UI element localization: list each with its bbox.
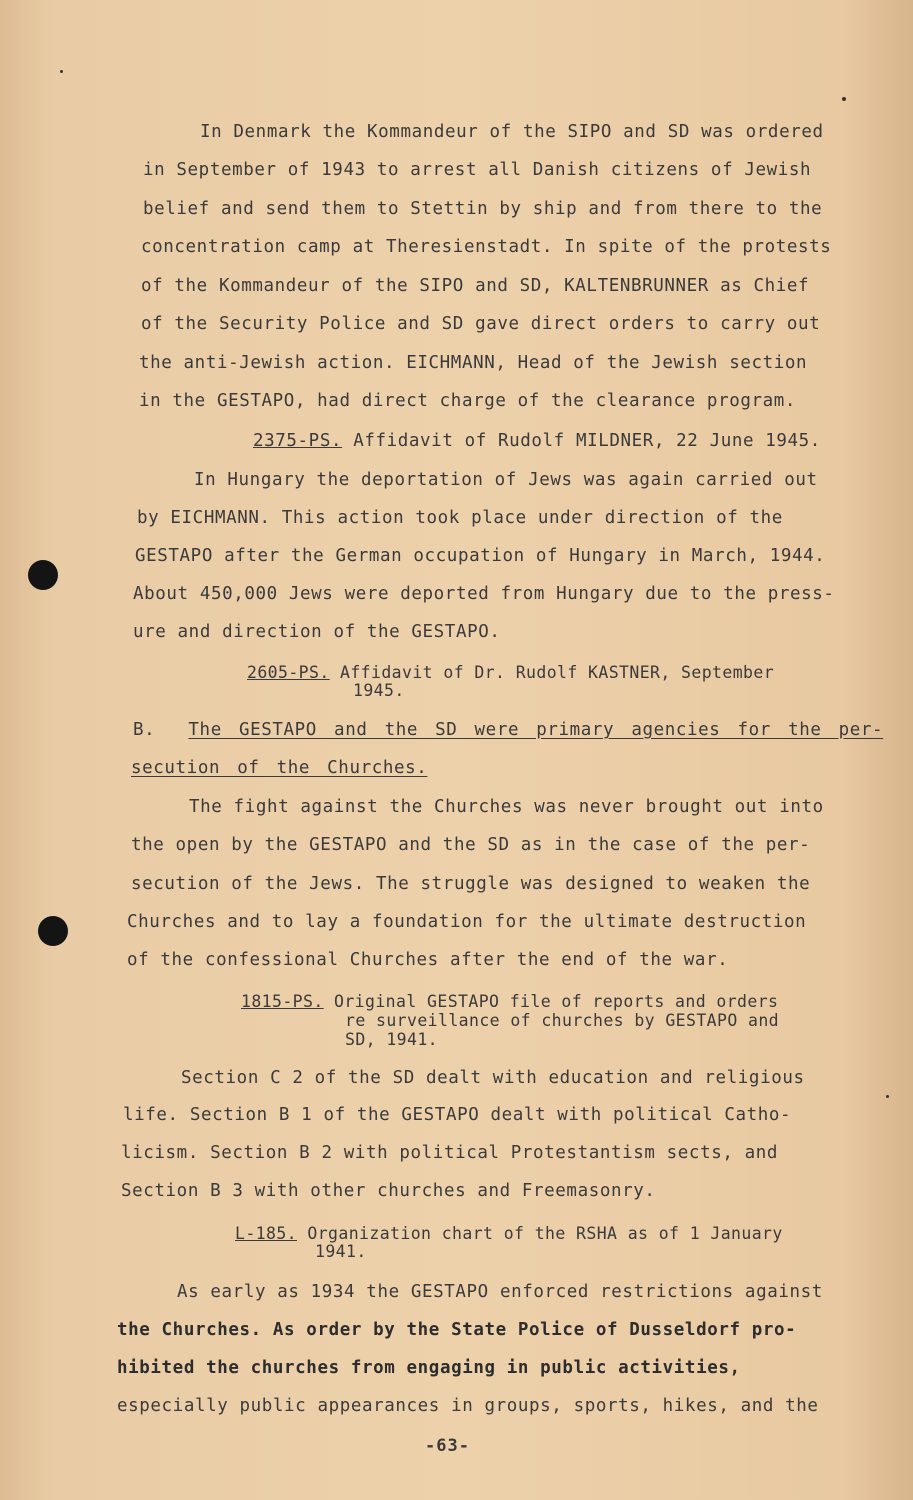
body-text-line: Section C 2 of the SD dealt with education and religious (181, 1068, 805, 1088)
section-heading (133, 720, 883, 740)
body-text-line: life. Section B 1 of the GESTAPO dealt with political Catho- (123, 1105, 792, 1125)
page-number: -63- (425, 1436, 470, 1456)
body-text-line: the Churches. As order by the State Police of Dusseldorf pro- (117, 1320, 797, 1340)
citation-1815-ps (241, 993, 778, 1010)
body-text-line: About 450,000 Jews were deported from Hungary due to the press- (133, 584, 835, 604)
section-title-line-2 (131, 758, 427, 778)
body-text-line: In Hungary the deportation of Jews was again carried out (194, 470, 818, 490)
body-text-line: In Denmark the Kommandeur of the SIPO and SD was ordered (200, 122, 824, 142)
citation-text-continued: SD, 1941. (345, 1030, 439, 1049)
section-title-line-1: The GESTAPO and the SD were primary agencies for the per- (188, 720, 884, 740)
citation-2605-ps (247, 664, 774, 681)
body-text-line: ure and direction of the GESTAPO. (133, 622, 501, 642)
citation-l-185 (235, 1225, 783, 1242)
body-text-line: of the Security Police and SD gave direct orders to carry out (141, 314, 821, 334)
citation-text: Organization chart of the RSHA as of 1 January (307, 1224, 783, 1243)
body-text-line: hibited the churches from engaging in public activities, (117, 1358, 741, 1378)
body-text-line: As early as 1934 the GESTAPO enforced restrictions against (177, 1282, 823, 1302)
body-text-line: of the confessional Churches after the end of the war. (127, 950, 729, 970)
body-text-line: in the GESTAPO, had direct charge of the clearance program. (139, 391, 797, 411)
body-text-line: in September of 1943 to arrest all Danish citizens of Jewish (143, 160, 812, 180)
citation-ref: 2605-PS. (247, 663, 330, 682)
body-text-line: The fight against the Churches was never brought out into (189, 797, 824, 817)
ink-speck (886, 1095, 889, 1098)
section-letter: B. (133, 720, 156, 740)
body-text-line: Churches and to lay a foundation for the ultimate destruction (127, 912, 807, 932)
body-text-line: licism. Section B 2 with political Protestantism sects, and (121, 1143, 779, 1163)
ink-speck (842, 97, 846, 101)
citation-ref: 1815-PS. (241, 992, 324, 1011)
citation-text: Original GESTAPO file of reports and orders (334, 992, 779, 1011)
punch-hole-top (28, 560, 58, 590)
body-text-line: of the Kommandeur of the SIPO and SD, KALTENBRUNNER as Chief (141, 276, 810, 296)
body-text-line: the anti-Jewish action. EICHMANN, Head of the Jewish section (139, 353, 808, 373)
citation-text-continued: 1941. (315, 1242, 367, 1261)
ink-speck (60, 70, 63, 73)
body-text-line: secution of the Jews. The struggle was designed to weaken the (131, 874, 811, 894)
body-text-line: GESTAPO after the German occupation of Hungary in March, 1944. (135, 546, 826, 566)
punch-hole-bottom (38, 916, 68, 946)
body-text-line: belief and send them to Stettin by ship and from there to the (143, 199, 823, 219)
citation-ref: L-185. (235, 1224, 298, 1243)
citation-ref: 2375-PS. (253, 431, 343, 451)
body-text-line: Section B 3 with other churches and Freemasonry. (121, 1181, 656, 1201)
section-title-text: secution of the Churches. (131, 758, 428, 778)
citation-text-continued: re surveillance of churches by GESTAPO and (345, 1011, 780, 1030)
citation-2375-ps (253, 431, 821, 451)
body-text-line: concentration camp at Theresienstadt. In spite of the protests (141, 237, 832, 257)
citation-text: Affidavit of Dr. Rudolf KASTNER, September (340, 663, 775, 682)
body-text-line: especially public appearances in groups, sports, hikes, and the (117, 1396, 819, 1416)
body-text-line: by EICHMANN. This action took place under direction of the (137, 508, 783, 528)
citation-text: Affidavit of Rudolf MILDNER, 22 June 1945. (353, 431, 821, 451)
body-text-line: the open by the GESTAPO and the SD as in the case of the per- (131, 835, 811, 855)
citation-text-continued: 1945. (353, 681, 405, 700)
